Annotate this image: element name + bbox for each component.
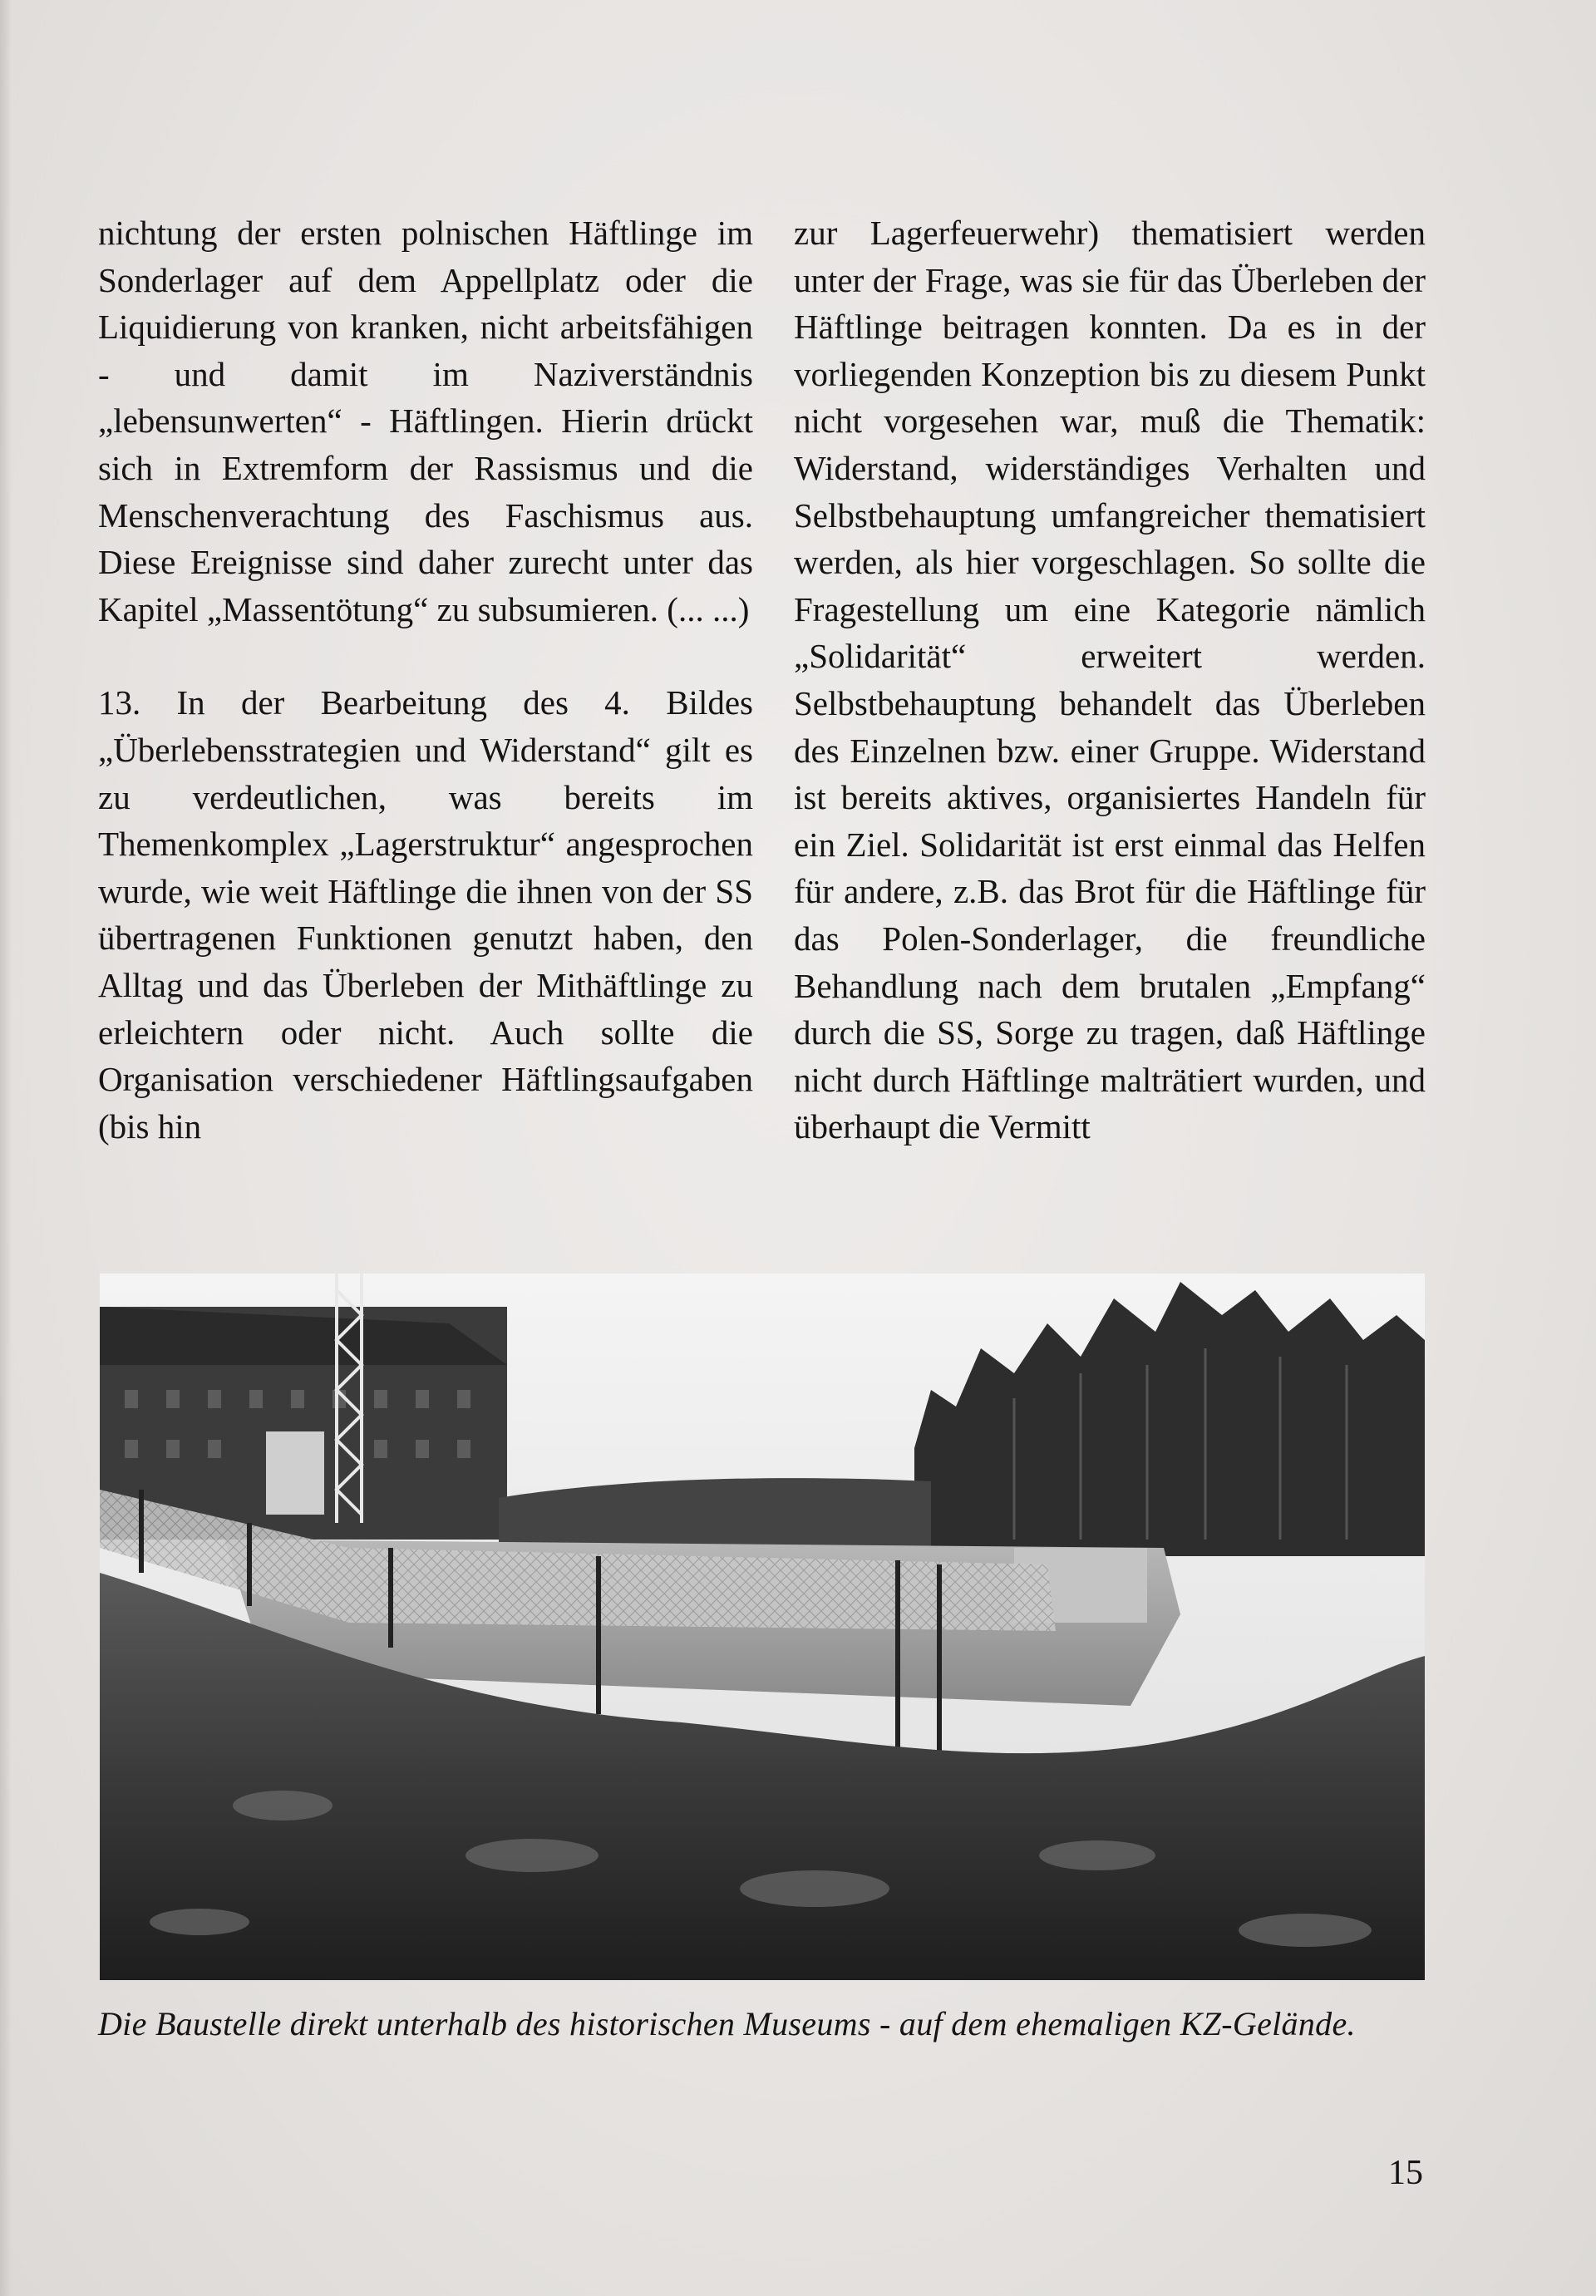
photo-caption: Die Baustelle direkt unterhalb des historischen Museums - auf dem ehemaligen KZ-Gelände. — [98, 2005, 1356, 2042]
left-text-column — [98, 209, 753, 1150]
left-paragraph-2: 13. In der Bearbeitung des 4. Bildes „Überlebensstrategien und Widerstand“ gilt es zu verdeutlichen, was bereits im Themenkomplex „Lagerstruktur“ angesprochen wurde, wie weit Häftlinge die ihnen von der SS übertragenen Funktionen genutzt haben, den Alltag und das Überleben der Mithäftlinge zu erleichtern oder nicht. Auch sollte die Organisation verschiedener Häftlingsaufgaben (bis hin — [98, 683, 753, 1146]
page-edge-shadow — [0, 0, 12, 2296]
page-number: 15 — [1388, 2154, 1423, 2192]
right-paragraph-1: zur Lagerfeuerwehr) thematisiert werden unter der Frage, was sie für das Überleben der Häftlinge beitragen konnten. Da es in der vorliegenden Konzeption bis zu diesem Punkt nicht vorgesehen war, muß die Thematik: Widerstand, widerständiges Verhalten und Selbstbehauptung umfangreicher thematisiert werden, als hier vorgeschlagen. So sollte die Fragestellung um eine Kategorie nämlich „Solidarität“ erweitert werden. Selbstbehauptung behandelt das Überleben des Einzelnen bzw. einer Gruppe. Widerstand ist bereits aktives, organisiertes Handeln für ein Ziel. Solidarität ist erst einmal das Helfen für andere, z.B. das Brot für die Häftlinge für das Polen-Sonderlager, die freundliche Behandlung nach dem brutalen „Empfang“ durch die SS, Sorge zu tragen, daß Häftlinge nicht durch Häftlinge malträtiert wurden, und überhaupt die Vermitt — [794, 214, 1426, 1146]
construction-site-photo — [100, 1274, 1425, 1980]
paragraph-spacer — [98, 633, 753, 679]
right-text-column — [794, 209, 1426, 1150]
left-paragraph-1: nichtung der ersten polnischen Häftlinge im Sonderlager auf dem Appellplatz oder die Liquidierung von kranken, nicht arbeitsfähigen - und damit im Naziverständnis „lebensunwerten“ - Häftlingen. Hierin drückt sich in Extremform der Rassismus und die Menschenverachtung des Faschismus aus. Diese Ereignisse sind daher zurecht unter das Kapitel „Massentötung“ zu subsumieren. (... ...) — [98, 214, 753, 628]
photo-illustration — [100, 1274, 1425, 1980]
